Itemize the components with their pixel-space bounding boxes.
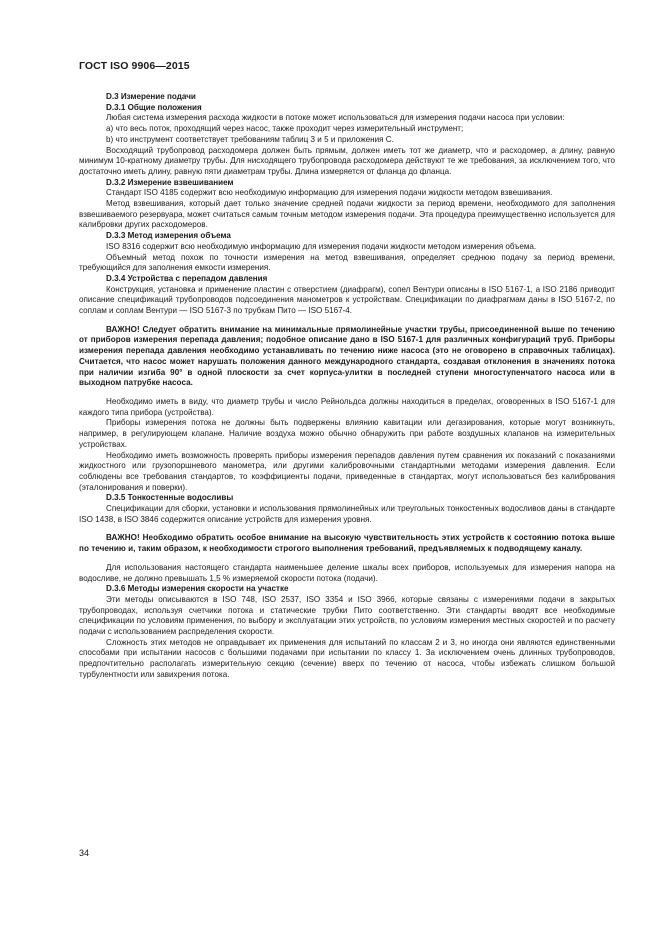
paragraph: Любая система измерения расхода жидкости в потоке может использоваться для измерения подачи насоса при условии:	[106, 113, 565, 123]
paragraph: ISO 8316 содержит всю необходимую информацию для измерения подачи жидкости методом измерения объема.	[106, 241, 537, 251]
document-header: ГОСТ ISO 9906—2015	[79, 60, 190, 72]
subsection-heading: D.3.4 Устройства с перепадом давления	[106, 273, 268, 283]
subsection-heading: D.3.2 Измерение взвешиванием	[106, 177, 234, 187]
paragraph: Необходимо иметь возможность проверять приборы измерения перепадов давления путем сравнения их показаний с показаниями жидкостного или грузопоршневого манометра, или другими калибровочными стандартными методами измерения давления. Если соблюдены все требования стандартов, то коэффициенты подачи, приведенные в стандартах, могут использоваться без калибрования (эталонирования и поверки).	[79, 450, 615, 492]
paragraph: Эти методы описываются в ISO 748, ISO 2537, ISO 3354 и ISO 3966, которые связаны с измерениями подачи в закрытых трубопроводах, используя счетчики потока и статические трубки Пито соответственно. Эти стандарты вводят все необходимые спецификации по условиям применения, по выбору и эксплуатации этих устройств, по условиям измерения местных скоростей и по расчету подачи с использованием распределения скорости.	[79, 594, 615, 637]
list-item: а) что весь поток, проходящий через насос, также проходит через измерительный инструмент;	[106, 124, 464, 134]
paragraph: Для использования настоящего стандарта наименьшее деление шкалы всех приборов, используемых для измерения напора на водосливе, не должно превышать 1,5 % измеряемой скорости потока (подачи).	[79, 562, 615, 583]
subsection-heading: D.3.1 Общие положения	[106, 102, 202, 112]
paragraph: Стандарт ISO 4185 содержит всю необходимую информацию для измерения подачи жидкости методом взвешивания.	[106, 188, 553, 198]
paragraph: Объемный метод похож по точности измерения на метод взвешивания, определяет среднюю подачу за период времени, требующийся для заполнения емкости измерения.	[79, 252, 615, 273]
paragraph: Спецификации для сборки, установки и использования прямолинейных или треугольных тонкостенных водосливов даны в стандарте ISO 1438, в ISO 3846 содержится описание устройств для измерения уровня.	[79, 504, 615, 524]
important-note: ВАЖНО! Необходимо обратить особое внимание на высокую чувствительность этих устройств к состоянию потока выше по течению и, таким образом, к необходимости строгого выполнения требований, предъявляемых к подводящему каналу.	[79, 533, 615, 554]
section-heading: D.3 Измерение подачи	[106, 92, 196, 101]
paragraph: Метод взвешивания, который дает только значение средней подачи жидкости за период времени, необходимого для заполнения взвешиваемого резервуара, может считаться самым точным методом измерения подачи. Эта процедура преимущественно используется для калибровки других расходомеров.	[79, 199, 615, 230]
list-item: b) что инструмент соответствует требованиям таблиц 3 и 5 и приложения С.	[106, 134, 394, 144]
paragraph: Приборы измерения потока не должны быть подвержены влиянию кавитации или дегазирования, которые могут возникнуть, например, в регулирующем клапане. Наличие воздуха можно обычно обнаружить при работе воздушных клапанов на измерительных устройствах.	[79, 418, 615, 449]
paragraph: Восходящий трубопровод расходомера должен быть прямым, должен иметь тот же диаметр, что и расходомер, а длину, равную минимум 10-кратному диаметру трубы. Для нисходящего трубопровода расходомера действуют те же требования, за исключением того, что достаточно иметь длину, равную пяти диаметрам трубы. Длина измеряется от фланца до фланца.	[79, 145, 615, 176]
paragraph: Необходимо иметь в виду, что диаметр трубы и число Рейнольдса должны находиться в пределах, оговоренных в ISO 5167-1 для каждого типа прибора (устройства).	[79, 396, 615, 417]
paragraph: Конструкция, установка и применение пластин с отверстием (диафрагм), сопел Вентури описаны в ISO 5167-1, а ISO 2186 приводит описание спецификаций трубопроводов подсоединения манометров к устройствам. Спецификации по диафрагмам даны в ISO 5167-2, по соплам и соплам Вентури — ISO 5167-3 по трубкам Пито — ISO 5167-4.	[79, 284, 615, 316]
paragraph: Сложность этих методов не оправдывает их применения для испытаний по классам 2 и 3, но иногда они являются единственными способами при испытании насосов с большими подачами при испытании по классу 1. За исключением очень длинных трубопроводов, предпочтительно располагать измерительную секцию (сечение) вверх по течению от насоса, чтобы избежать слишком большой турбулентности или завихрения потока.	[79, 637, 615, 679]
important-note: ВАЖНО! Следует обратить внимание на минимальные прямолинейные участки трубы, присоединенной выше по течению от приборов измерения перепада давления; подобное описание дано в ISO 5167-1 для различных конфигураций труб. Приборы измерения перепада давления необходимо устанавливать по течению ниже насоса (это не оговорено в справочных таблицах). Считается, что насос может нарушать положения данного международного стандарта, создавая отклонения в значениях потока при наличии изгиба 90° в одной плоскости за счет корпуса-улитки в последней ступени многоступенчатого насоса или в выходном патрубке насоса.	[79, 324, 615, 388]
subsection-heading: D.3.6 Методы измерения скорости на участке	[106, 584, 289, 594]
subsection-heading: D.3.3 Метод измерения объема	[106, 231, 231, 241]
subsection-heading: D.3.5 Тонкостенные водосливы	[106, 493, 234, 503]
document-body	[79, 92, 615, 681]
page-number: 34	[79, 848, 90, 858]
